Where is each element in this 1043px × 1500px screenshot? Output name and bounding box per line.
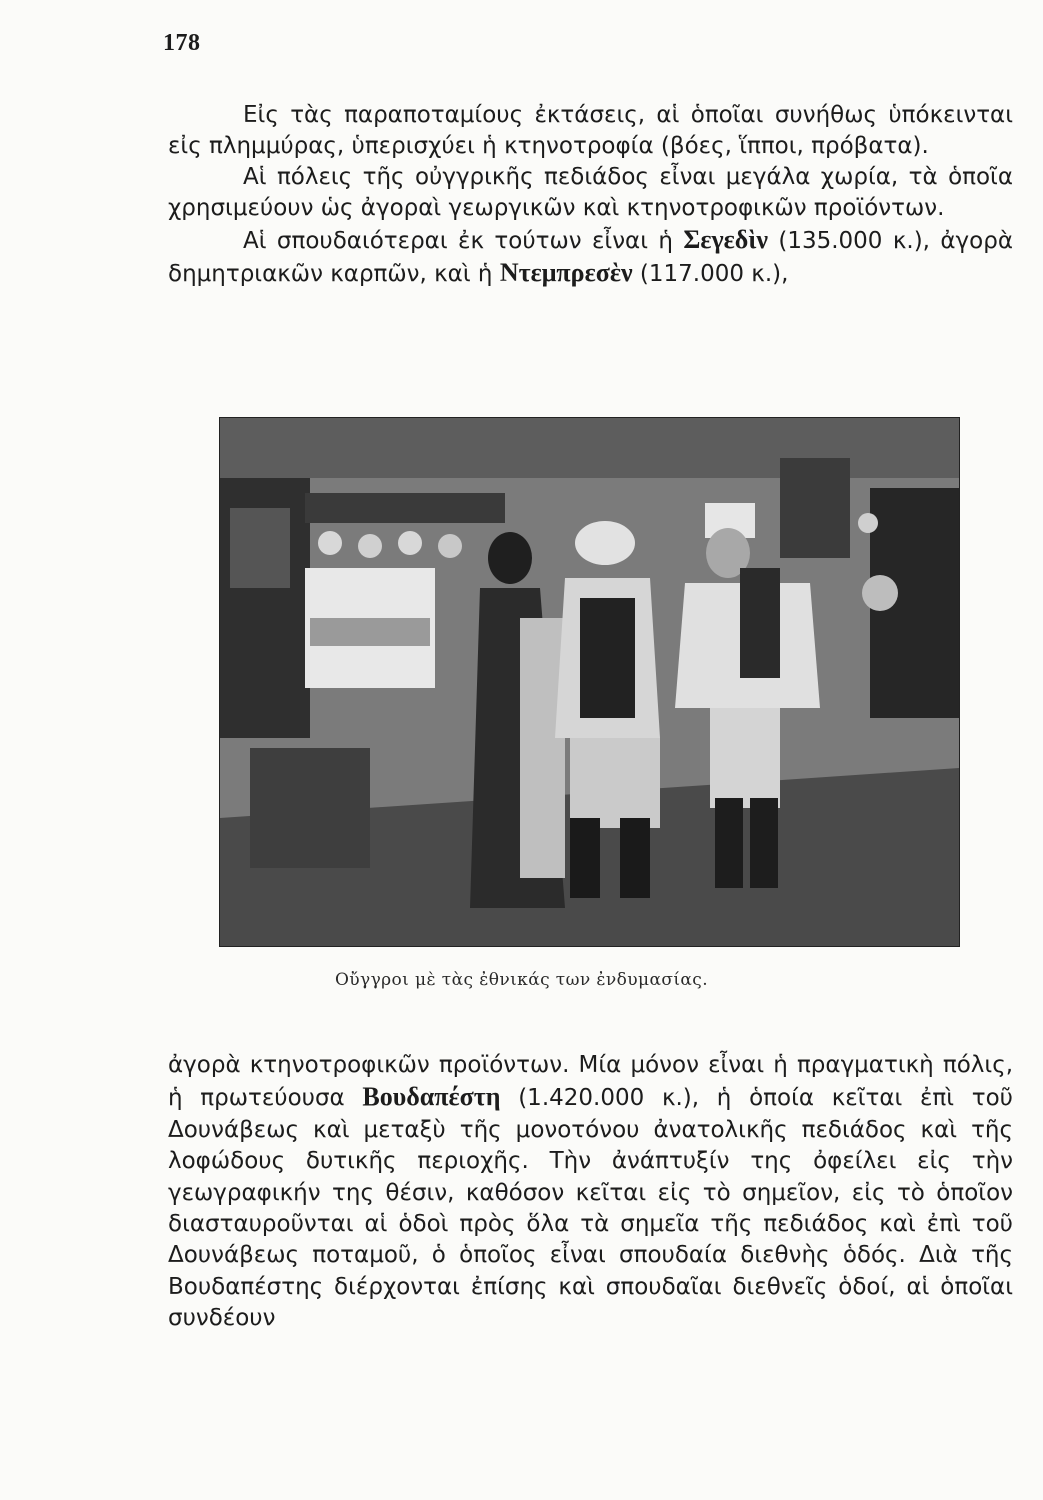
page-number: 178: [163, 30, 201, 56]
paragraph-1: Εἰς τὰς παραποταμίους ἐκτάσεις, αἱ ὁποῖαι συνήθως ὑπόκεινται εἰς πλημμύρας, ὑπερισχύει ἡ κτηνοτροφία (βόες, ἵπποι, πρόβατα).: [168, 102, 1013, 159]
bottom-text-block: [168, 1050, 1013, 1335]
paragraph-3-part-b: (135.000 κ.), ἀγορὰ δημητριακῶν καρπῶν, καὶ ἡ: [168, 228, 1013, 287]
figure-caption: Οὔγγροι μὲ τὰς ἐθνικάς των ἐνδυμασίας.: [334, 970, 709, 990]
city-debrecen: Ντεμπρεσὲν: [499, 258, 633, 287]
paragraph-2: Αἱ πόλεις τῆς οὐγγρικῆς πεδιάδος εἶναι μεγάλα χωρία, τὰ ὁποῖα χρησιμεύουν ὡς ἀγοραὶ γεωργικῶν καὶ κτηνοτροφικῶν προϊόντων.: [168, 164, 1013, 221]
paragraph-4: [168, 1050, 1013, 1335]
photo-illustration: [220, 418, 959, 946]
paragraph-3-part-a: Αἱ σπουδαιότεραι ἐκ τούτων εἶναι ἡ: [243, 228, 684, 254]
photo-hungarians-national-costumes: [219, 417, 960, 947]
top-text-block: [168, 100, 1013, 290]
paragraph-3: [168, 224, 1013, 290]
city-szeged: Σεγεδὶν: [683, 225, 768, 254]
paragraph-3-part-c: (117.000 κ.),: [632, 261, 789, 287]
paragraph-4-part-a: ἀγορὰ κτηνοτροφικῶν προϊόντων. Μία μόνον εἶναι ἡ πραγματικὴ πόλις, ἡ πρωτεύουσα: [168, 1052, 1013, 1112]
paragraph-4-part-b: (1.420.000 κ.), ἡ ὁποία κεῖται ἐπὶ τοῦ Δουνάβεως καὶ μεταξὺ τῆς μονοτόνου ἀνατολικῆς πεδιάδος καὶ τῆς λοφώδους δυτικῆς περιοχῆς. Τὴν ἀνάπτυξίν της ὀφείλει εἰς τὴν γεωγραφικήν της θέσιν, καθόσον κεῖται εἰς τὸ σημεῖον, εἰς τὸ ὁποῖον διασταυροῦνται αἱ ὁδοὶ πρὸς ὅλα τὰ σημεῖα τῆς πεδιάδος καὶ ἐπὶ τοῦ Δουνάβεως ποταμοῦ, ὁ ὁποῖος εἶναι σπουδαία διεθνὴς ὁδός. Διὰ τῆς Βουδαπέστης διέρχονται ἐπίσης καὶ σπουδαῖαι διεθνεῖς ὁδοί, αἱ ὁποῖαι συνδέουν: [168, 1085, 1013, 1332]
city-budapest: Βουδαπέστη: [362, 1082, 501, 1112]
